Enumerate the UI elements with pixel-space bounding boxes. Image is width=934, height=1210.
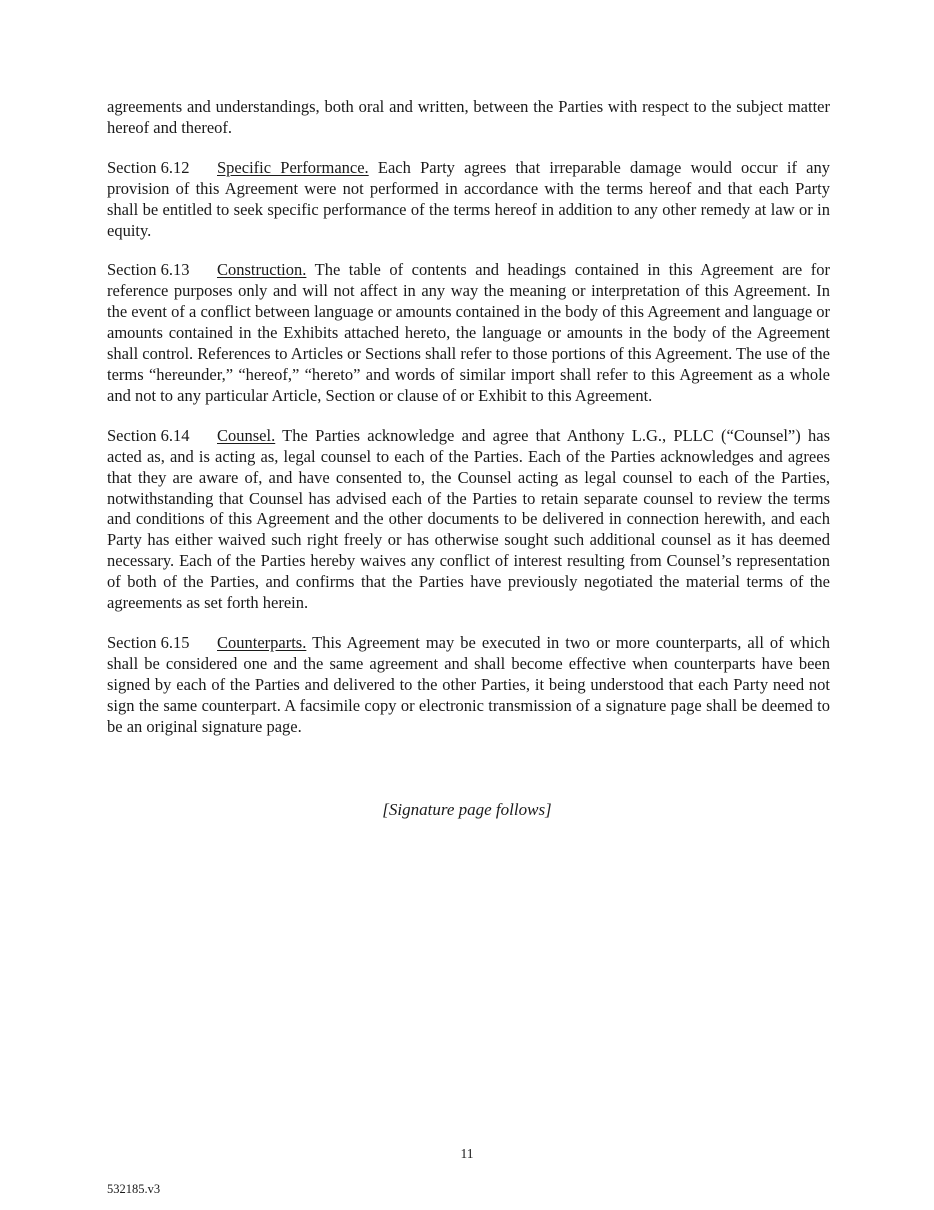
section-6-14 (107, 426, 830, 614)
signature-page-note: [Signature page follows] (382, 800, 552, 819)
document-body (107, 97, 830, 737)
section-heading: Specific Performance. (217, 157, 369, 177)
section-6-12 (107, 158, 830, 242)
section-6-13 (107, 260, 830, 406)
section-number: Section 6.14 (107, 425, 190, 445)
document-id: 532185.v3 (107, 1182, 161, 1196)
section-number: Section 6.15 (107, 632, 190, 652)
section-text: Each Party agrees that irreparable damage would occur if any provision of this Agreement were not performed in accordance with the terms hereof and that each Party shall be entitled to seek specific performance of the terms hereof in addition to any other remedy at law or in equity. (107, 157, 830, 240)
section-number: Section 6.12 (107, 157, 190, 177)
section-heading: Counsel. (217, 425, 276, 445)
page-number: 11 (460, 1146, 474, 1161)
section-text: This Agreement may be executed in two or more counterparts, all of which shall be considered one and the same agreement and shall become effective when counterparts have been signed by each of the Parties and delivered to the other Parties, it being understood that each Party need not sign the same counterpart. A facsimile copy or electronic transmission of a signature page shall be deemed to be an original signature page. (107, 632, 830, 736)
section-heading: Construction. (217, 260, 307, 280)
section-number: Section 6.13 (107, 260, 190, 280)
continuation-paragraph: agreements and understandings, both oral and written, between the Parties with respect to the subject matter hereof and thereof. (107, 97, 830, 137)
section-text: The table of contents and headings contained in this Agreement are for reference purposes only and will not affect in any way the meaning or interpretation of this Agreement. In the event of a conflict between language or amounts contained in the body of this Agreement and language or amounts contained in the Exhibits attached hereto, the language or amounts in the body of the Agreement shall control. References to Articles or Sections shall refer to those portions of this Agreement. The use of the terms “hereunder,” “hereof,” “hereto” and words of similar import shall refer to this Agreement as a whole and not to any particular Article, Section or clause of or Exhibit to this Agreement. (107, 260, 831, 405)
section-6-15 (107, 633, 830, 738)
section-heading: Counterparts. (217, 632, 307, 652)
section-text: The Parties acknowledge and agree that Anthony L.G., PLLC (“Counsel”) has acted as, and is acting as, legal counsel to each of the Parties. Each of the Parties acknowledges and agrees that they are aware of, and have consented to, the Counsel acting as legal counsel to each of the Parties, notwithstanding that Counsel has advised each of the Parties to retain separate counsel to review the terms and conditions of this Agreement and the other documents to be delivered in connection herewith, and each Party has either waived such right freely or has otherwise sought such additional counsel as it has deemed necessary. Each of the Parties hereby waives any conflict of interest resulting from Counsel’s representation of both of the Parties, and confirms that the Parties have previously negotiated the material terms of the agreements as set forth herein. (107, 425, 830, 613)
